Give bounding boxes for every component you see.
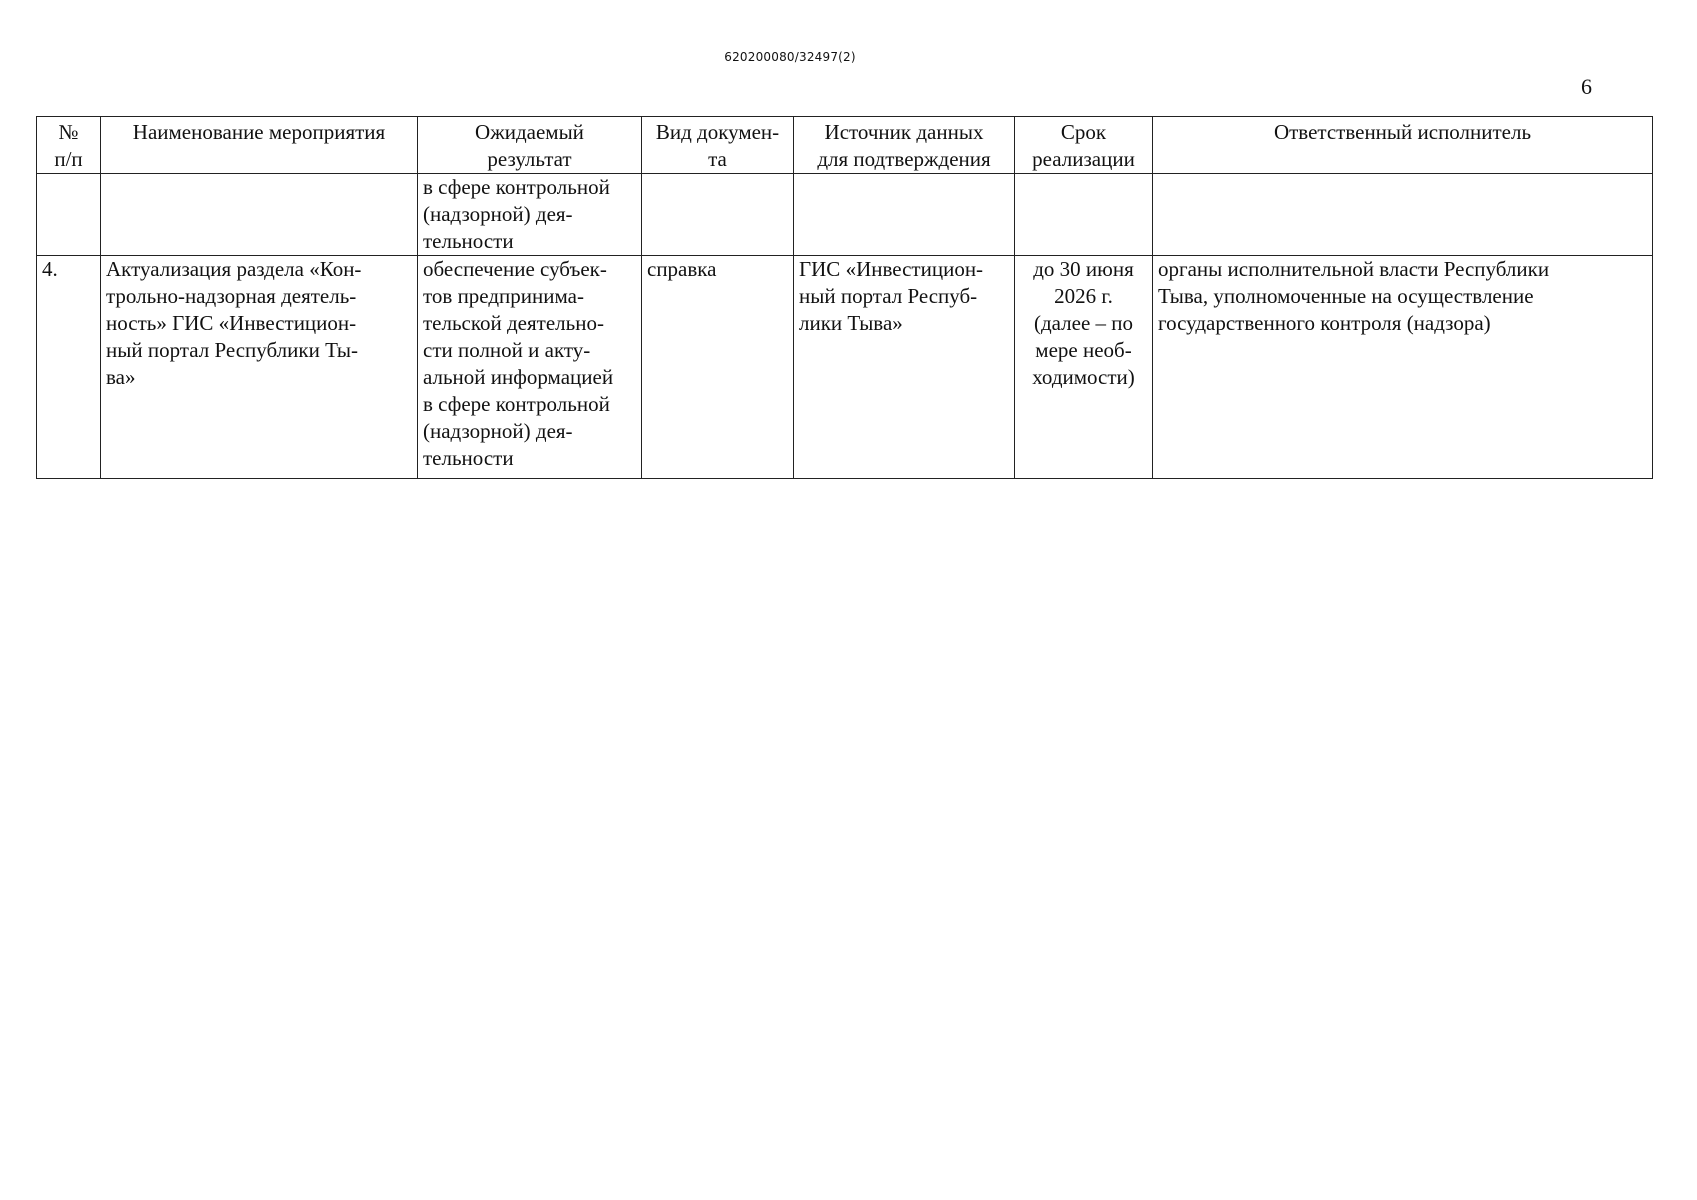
cell-number <box>37 174 101 256</box>
cell-executor: органы исполнительной власти Республики Тыва, уполномоченные на осуществление государственного контроля (надзора) <box>1153 256 1653 479</box>
cell-expected-result: в сфере контрольной (надзорной) дея- тельности <box>418 174 642 256</box>
column-header-number: № п/п <box>37 117 101 174</box>
table-row <box>37 174 1653 256</box>
page-number: 6 <box>1581 74 1592 99</box>
cell-expected-result: обеспечение субъек- тов предпринима- тельской деятельно- сти полной и акту- альной информацией в сфере контрольной (надзорной) дея- тельности <box>418 256 642 479</box>
cell-document-type: справка <box>642 256 794 479</box>
cell-event-name: Актуализация раздела «Кон- трольно-надзорная деятель- ность» ГИС «Инвестицион- ный портал Республики Ты- ва» <box>101 256 418 479</box>
cell-document-type <box>642 174 794 256</box>
column-header-document-type: Вид докумен- та <box>642 117 794 174</box>
column-header-executor: Ответственный исполнитель <box>1153 117 1653 174</box>
table-row <box>37 256 1653 479</box>
cell-executor <box>1153 174 1653 256</box>
cell-event-name <box>101 174 418 256</box>
column-header-term: Срок реализации <box>1015 117 1153 174</box>
column-header-data-source: Источник данных для подтверждения <box>794 117 1015 174</box>
cell-term <box>1015 174 1153 256</box>
cell-data-source <box>794 174 1015 256</box>
cell-number: 4. <box>37 256 101 479</box>
cell-data-source: ГИС «Инвестицион- ный портал Респуб- лики Тыва» <box>794 256 1015 479</box>
table-header-row <box>37 117 1653 174</box>
column-header-event-name: Наименование мероприятия <box>101 117 418 174</box>
events-table <box>36 116 1653 479</box>
column-header-expected-result: Ожидаемый результат <box>418 117 642 174</box>
document-registration-number: 620200080/32497(2) <box>724 50 856 64</box>
cell-term: до 30 июня 2026 г. (далее – по мере необ- ходимости) <box>1015 256 1153 479</box>
